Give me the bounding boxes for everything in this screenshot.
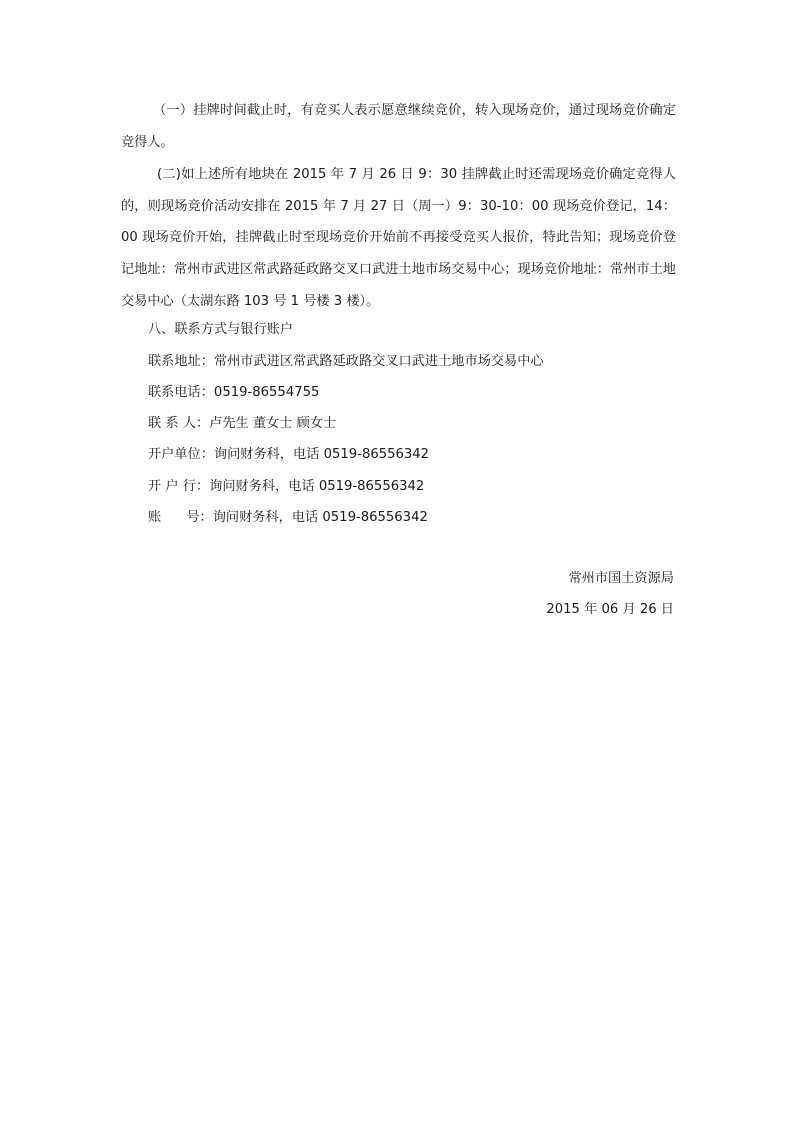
paragraph-live-bidding-2: (二)如上述所有地块在 2015 年 7 月 26 日 9：30 挂牌截止时还需现场竞价确定竞得人的，则现场竞价活动安排在 2015 年 7 月 27 日（周一）9：30-10：00 现场竞价登记，14：00 现场竞价开始，挂牌截止时至现场竞价开始前不再接受竞买人报价，特此告知；现场竞价登记地址：常州市武进区常武路延政路交叉口武进土地市场交易中心；现场竞价地址：常州市土地交易中心（太湖东路 103 号 1 号楼 3 楼）。: [121, 167, 676, 309]
account-number: 账 号：询问财务科，电话 0519-86556342: [148, 510, 428, 525]
signature-date: 2015 年 06 月 26 日: [546, 602, 674, 617]
account-bank: 开 户 行：询问财务科，电话 0519-86556342: [148, 479, 425, 494]
contact-persons: 联 系 人：卢先生 董女士 顾女士: [148, 416, 337, 431]
contact-address: 联系地址：常州市武进区常武路延政路交叉口武进土地市场交易中心: [148, 354, 544, 369]
section-heading-contact: 八、联系方式与银行账户: [148, 322, 294, 337]
signature-organization: 常州市国土资源局: [568, 571, 674, 586]
contact-phone: 联系电话：0519-86554755: [148, 385, 320, 400]
account-unit: 开户单位：询问财务科，电话 0519-86556342: [148, 447, 430, 462]
paragraph-live-bidding-1: （一）挂牌时间截止时，有竞买人表示愿意继续竞价，转入现场竞价，通过现场竞价确定竞得人。: [121, 103, 676, 150]
